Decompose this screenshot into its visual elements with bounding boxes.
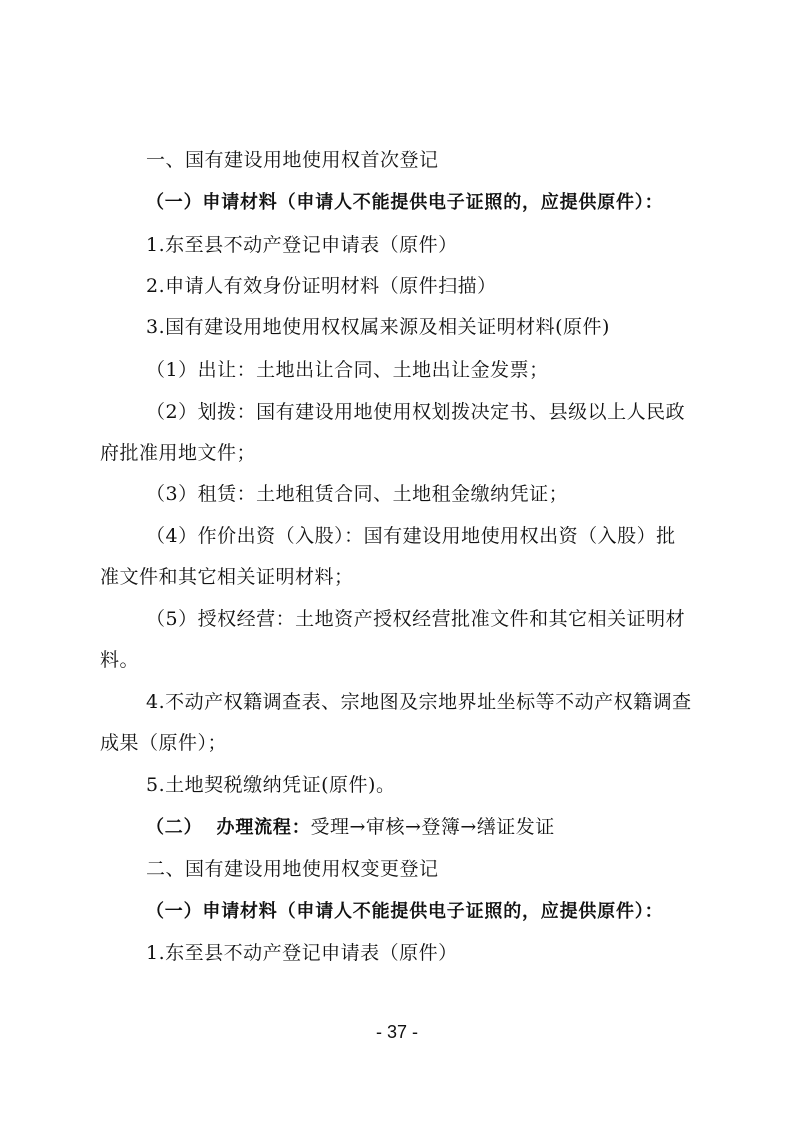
section-heading-1: 一、国有建设用地使用权首次登记 <box>146 149 439 171</box>
section-heading-2: 二、国有建设用地使用权变更登记 <box>146 858 439 880</box>
list-item: 1.东至县不动产登记申请表（原件） <box>146 234 458 256</box>
list-item: （4）作价出资（入股）：国有建设用地使用权出资（入股）批 <box>146 525 676 547</box>
list-item: （2）划拨：国有建设用地使用权划拨决定书、县级以上人民政 <box>146 401 686 423</box>
subsection-heading-materials: （一）申请材料（申请人不能提供电子证照的，应提供原件）： <box>146 901 664 922</box>
list-item-continuation: 成果（原件）； <box>100 732 228 754</box>
list-item: 2.申请人有效身份证明材料（原件扫描） <box>146 275 497 297</box>
list-item: （1）出让：土地出让合同、土地出让金发票； <box>146 359 549 381</box>
list-item: （3）租赁：土地租赁合同、土地租金缴纳凭证； <box>146 483 569 505</box>
subsection-heading-materials: （一）申请材料（申请人不能提供电子证照的，应提供原件）： <box>146 192 664 213</box>
process-label: （二） 办理流程： <box>146 817 311 838</box>
list-item-continuation: 府批准用地文件； <box>100 442 257 464</box>
list-item: 5.土地契税缴纳凭证(原件)。 <box>146 774 396 796</box>
list-item: 3.国有建设用地使用权权属来源及相关证明材料(原件) <box>146 316 610 338</box>
list-item-continuation: 料。 <box>100 649 140 671</box>
list-item: 4.不动产权籍调查表、宗地图及宗地界址坐标等不动产权籍调查 <box>146 691 692 713</box>
process-line <box>146 814 555 841</box>
list-item-continuation: 准文件和其它相关证明材料； <box>100 566 354 588</box>
list-item: 1.东至县不动产登记申请表（原件） <box>146 942 458 964</box>
page-number: - 37 - <box>375 1022 418 1042</box>
list-item: （5）授权经营：土地资产授权经营批准文件和其它相关证明材 <box>146 608 686 630</box>
process-steps: 受理→审核→登簿→缮证发证 <box>310 816 555 838</box>
